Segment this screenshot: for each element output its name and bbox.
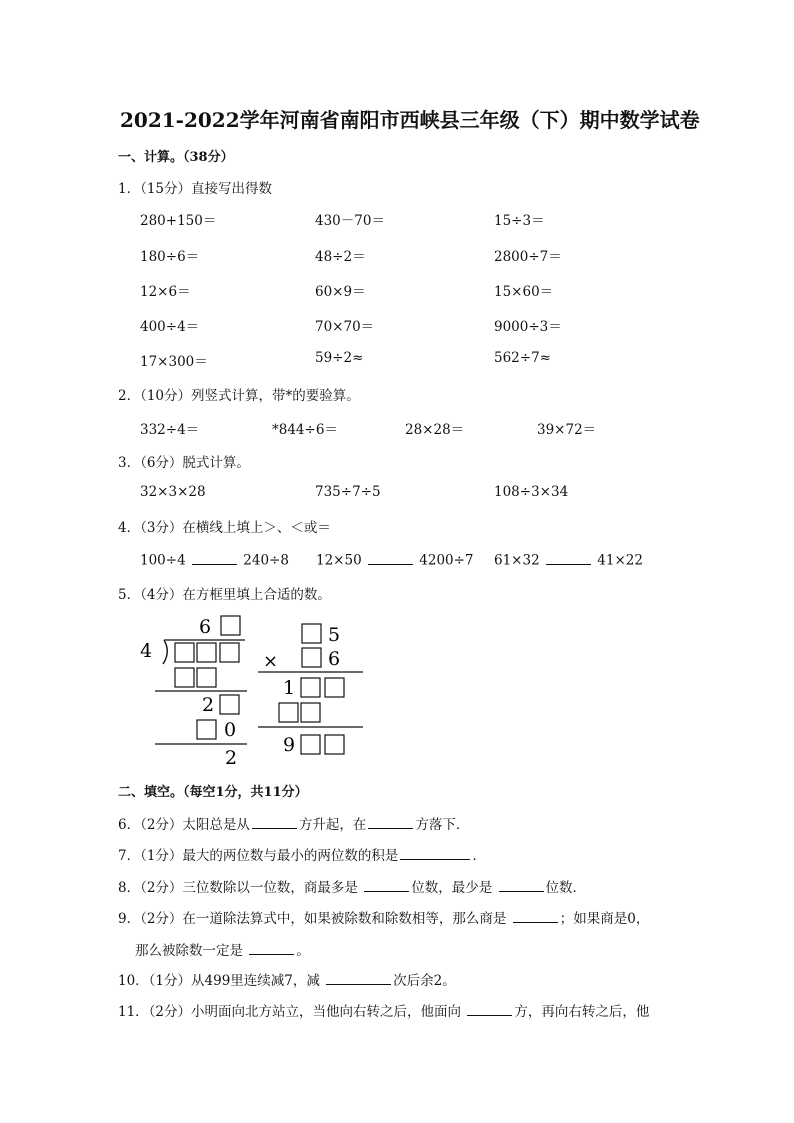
- q6-text: 方升起，在: [298, 817, 367, 833]
- q1-item: 180÷6＝: [140, 249, 200, 265]
- long-division: [140, 616, 247, 768]
- q1-item: 400÷4＝: [140, 319, 200, 335]
- digit-box[interactable]: [220, 695, 239, 714]
- digit-box[interactable]: [197, 668, 216, 687]
- q1-item: 70×70＝: [315, 319, 375, 335]
- times-sign: ×: [263, 651, 279, 672]
- q4-right: 41×22: [597, 552, 643, 569]
- section-2-heading: 二、填空。（每空1分，共11分）: [118, 785, 308, 800]
- question-9: [118, 907, 649, 927]
- digit-box[interactable]: [325, 678, 344, 697]
- digit-box[interactable]: [279, 703, 298, 722]
- q8-text: 位数．: [545, 880, 587, 896]
- q3-item: 735÷7÷5: [315, 484, 381, 500]
- digit-box[interactable]: [220, 643, 239, 662]
- question-11: [118, 1000, 649, 1020]
- q1-item: 48÷2＝: [315, 249, 366, 265]
- q1-item: 15÷3＝: [494, 213, 545, 229]
- q1-item: 17×300＝: [140, 354, 208, 370]
- q1-item: 2800÷7＝: [494, 249, 562, 265]
- digit-box[interactable]: [197, 720, 216, 739]
- q6-text: 方落下．: [415, 817, 470, 833]
- answer-blank[interactable]: [326, 971, 391, 986]
- digit-box[interactable]: [221, 616, 240, 635]
- q9-text: 。: [296, 943, 310, 959]
- q8-text: 8．（2分）三位数除以一位数，商最多是: [118, 880, 358, 896]
- answer-blank[interactable]: [499, 878, 544, 893]
- q7-text: ．: [472, 848, 486, 864]
- q11-text: 方，再向右转之后，他: [514, 1004, 650, 1020]
- answer-blank[interactable]: [192, 550, 237, 565]
- partial-product-digit: 1: [283, 677, 296, 699]
- answer-blank[interactable]: [546, 550, 591, 565]
- q4-item: [140, 550, 289, 569]
- q1-item: 430－70＝: [315, 213, 385, 229]
- question-5-label: 5．（4分）在方框里填上合适的数。: [118, 587, 331, 603]
- q1-item: 15×60＝: [494, 284, 554, 300]
- question-4-label: 4．（3分）在横线上填上＞、＜或＝: [118, 520, 331, 536]
- q4-left: 61×32: [494, 552, 540, 569]
- q1-item: 12×6＝: [140, 284, 191, 300]
- q4-right: 240÷8: [243, 552, 289, 569]
- question-9-continued: [135, 939, 310, 959]
- question-2-label: 2．（10分）列竖式计算，带*的要验算。: [118, 388, 360, 404]
- digit-box[interactable]: [175, 643, 194, 662]
- q1-item: 60×9＝: [315, 284, 366, 300]
- digit-box[interactable]: [301, 703, 320, 722]
- q2-item: 39×72＝: [537, 422, 597, 438]
- remainder-line-digit: 2: [202, 694, 215, 716]
- digit-box[interactable]: [301, 678, 320, 697]
- q1-item: 9000÷3＝: [494, 319, 562, 335]
- q2-item: 28×28＝: [405, 422, 465, 438]
- vertical-multiplication: [258, 624, 363, 756]
- question-7: [118, 844, 486, 864]
- digit-box[interactable]: [197, 643, 216, 662]
- q1-item: 562÷7≈: [494, 350, 551, 366]
- question-6: [118, 813, 469, 833]
- answer-blank[interactable]: [364, 878, 409, 893]
- q8-text: 位数，最少是: [411, 880, 493, 896]
- remainder-digit: 2: [225, 747, 238, 768]
- answer-blank[interactable]: [249, 941, 294, 956]
- q7-text: 7．（1分）最大的两位数与最小的两位数的积是: [118, 848, 399, 864]
- question-10: [118, 969, 456, 989]
- q1-item: 59÷2≈: [315, 350, 364, 366]
- q10-text: 10．（1分）从499里连续减7，减: [118, 973, 320, 989]
- answer-blank[interactable]: [467, 1002, 512, 1017]
- q4-right: 4200÷7: [419, 552, 474, 569]
- divisor-digit: 4: [140, 640, 153, 662]
- vertical-calculation-figure: [135, 612, 370, 768]
- answer-blank[interactable]: [252, 815, 297, 830]
- last-line-digit: 0: [224, 719, 237, 741]
- product-digit: 9: [283, 734, 296, 756]
- q4-item: [494, 550, 643, 569]
- digit-box[interactable]: [301, 735, 320, 754]
- q2-item: 332÷4＝: [140, 422, 200, 438]
- answer-blank[interactable]: [400, 846, 470, 861]
- q4-item: [316, 550, 474, 569]
- answer-blank[interactable]: [368, 815, 413, 830]
- multiplicand-digit: 5: [328, 624, 341, 646]
- q4-left: 12×50: [316, 552, 362, 569]
- q9-text: 9．（2分）在一道除法算式中，如果被除数和除数相等，那么商是: [118, 911, 507, 927]
- multiplier-digit: 6: [328, 648, 341, 670]
- digit-box[interactable]: [302, 624, 321, 643]
- quotient-digit: 6: [199, 616, 212, 638]
- q11-text: 11．（2分）小明面向北方站立，当他向右转之后，他面向: [118, 1004, 462, 1020]
- section-1-heading: 一、计算。（38分）: [118, 150, 234, 165]
- q1-item: 280+150＝: [140, 213, 217, 229]
- q3-item: 32×3×28: [140, 484, 206, 500]
- answer-blank[interactable]: [368, 550, 413, 565]
- q4-left: 100÷4: [140, 552, 186, 569]
- q10-text: 次后余2。: [393, 973, 456, 989]
- digit-box[interactable]: [325, 735, 344, 754]
- digit-box[interactable]: [302, 648, 321, 667]
- digit-box[interactable]: [175, 668, 194, 687]
- question-3-label: 3．（6分）脱式计算。: [118, 455, 250, 471]
- page-title: 2021-2022学年河南省南阳市西峡县三年级（下）期中数学试卷: [120, 108, 700, 132]
- question-8: [118, 876, 586, 896]
- q2-item: *844÷6＝: [272, 422, 338, 438]
- q6-text: 6．（2分）太阳总是从: [118, 817, 250, 833]
- answer-blank[interactable]: [513, 909, 558, 924]
- q9-text: ；如果商是0，: [559, 911, 650, 927]
- question-1-label: 1．（15分）直接写出得数: [118, 181, 273, 197]
- q9-text: 那么被除数一定是: [135, 943, 243, 959]
- q3-item: 108÷3×34: [494, 484, 569, 500]
